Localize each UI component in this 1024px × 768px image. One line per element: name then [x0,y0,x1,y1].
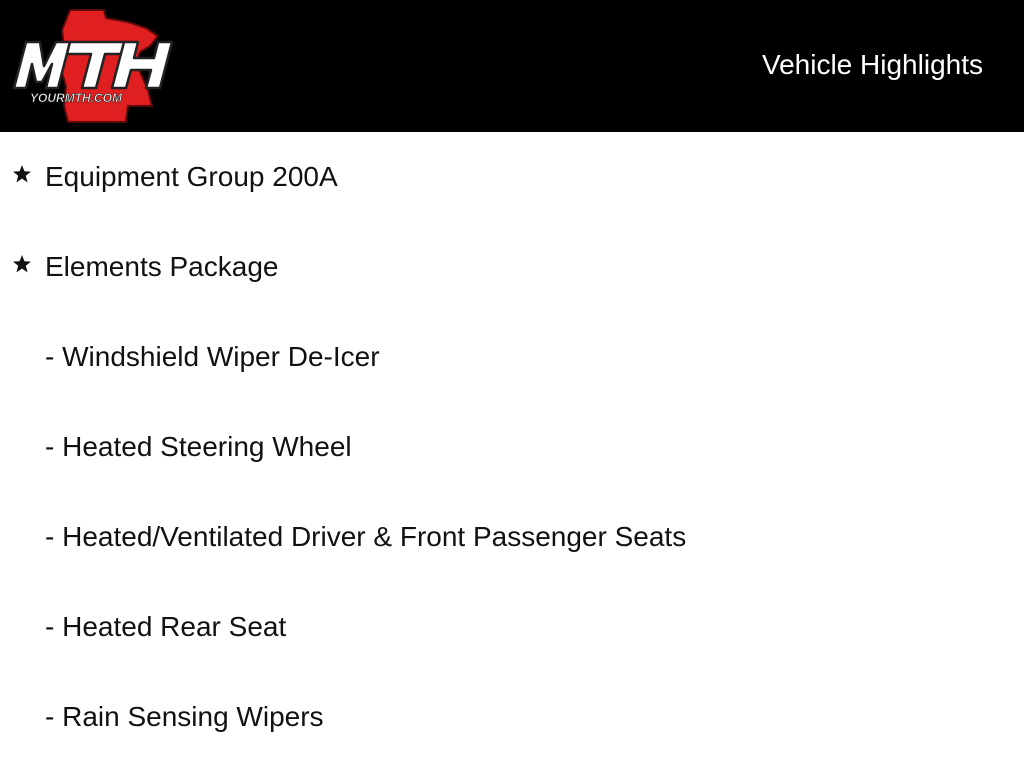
list-item [0,672,1024,762]
list-item [0,402,1024,492]
highlight-text: - Windshield Wiper De-Icer [45,341,380,372]
mth-logo [8,6,184,126]
svg-text:YOURMTH.COM: YOURMTH.COM [30,91,122,105]
page-title: Vehicle Highlights [761,49,983,80]
star-icon [12,254,32,274]
list-item [0,492,1024,582]
highlight-text: - Heated Steering Wheel [45,431,352,462]
highlight-text: - Heated/Ventilated Driver & Front Passenger Seats [45,521,687,552]
highlight-text: - Heated Rear Seat [45,611,287,642]
highlight-text: Elements Package [45,251,279,282]
list-item [0,222,1024,312]
highlight-text: - Rain Sensing Wipers [45,701,324,732]
list-item [0,132,1024,222]
star-icon [12,164,32,184]
list-item [0,312,1024,402]
header-bar [0,0,1024,132]
highlights-list [0,132,1024,762]
highlight-text: Equipment Group 200A [45,161,338,192]
list-item [0,582,1024,672]
